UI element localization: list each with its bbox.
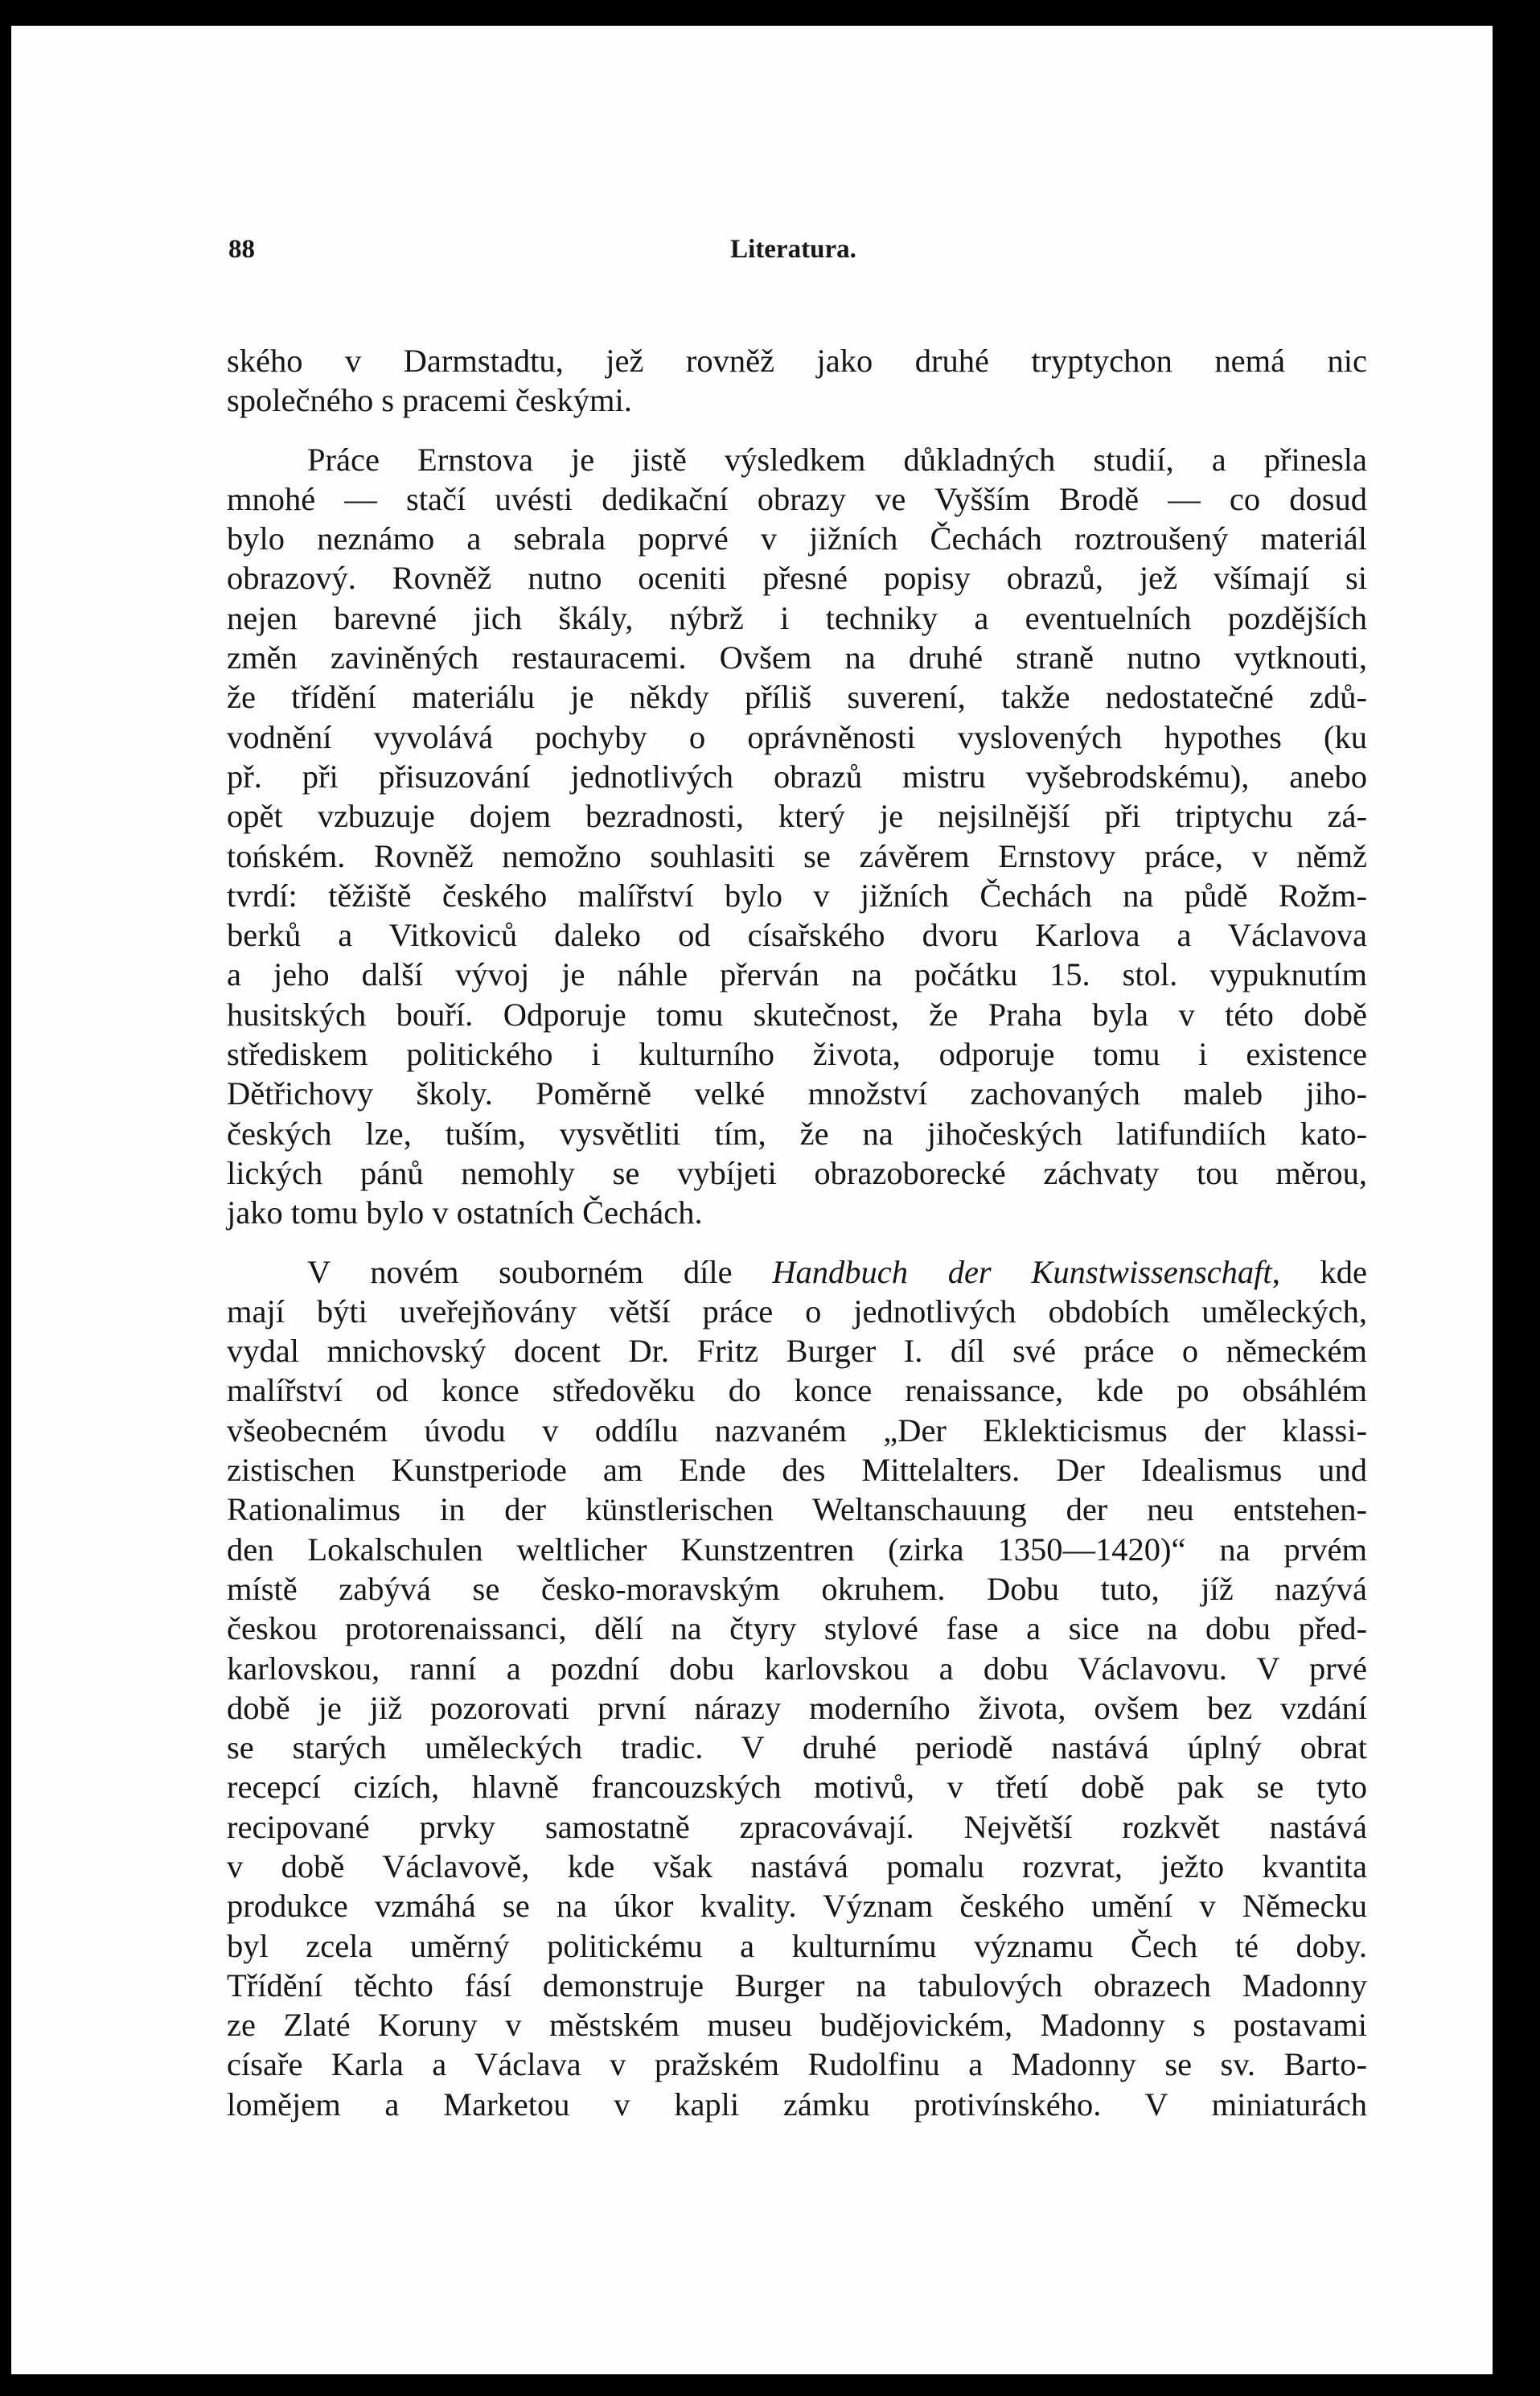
text-line: recepcí cizích, hlavně francouzských motivů, v třetí době pak se tyto <box>227 1769 1367 1806</box>
text-line: V novém souborném díle Handbuch der Kunstwissenschaft, kde <box>307 1253 1367 1290</box>
text-line: mají býti uveřejňovány větší práce o jednotlivých obdobích uměleckých, <box>227 1293 1367 1330</box>
text-line: recipované prvky samostatně zpracovávají. Největší rozkvět nastává <box>227 1808 1367 1845</box>
text-line: den Lokalschulen weltlicher Kunstzentren (zirka 1350—1420)“ na prvém <box>227 1531 1367 1568</box>
body-text <box>227 341 1367 2143</box>
text-line: místě zabývá se česko-moravským okruhem. Dobu tuto, jíž nazývá <box>227 1570 1367 1607</box>
text-line: střediskem politického i kulturního života, odporuje tomu i existence <box>227 1036 1367 1073</box>
text-line: společného s pracemi českými. <box>227 382 632 419</box>
text-line: že třídění materiálu je někdy příliš suverení, takže nedostatečné zdů- <box>227 679 1367 716</box>
text-line: v době Václavově, kde však nastává pomalu rozvrat, ježto kvantita <box>227 1847 1367 1884</box>
text-line: husitských bouří. Odporuje tomu skutečnost, že Praha byla v této době <box>227 996 1367 1033</box>
text-line: ze Zlaté Koruny v městském museu budějovickém, Madonny s postavami <box>227 2007 1367 2044</box>
text-line: českých lze, tuším, vysvětliti tím, že na jihočeských latifundiích kato- <box>227 1115 1367 1152</box>
text-line: lických pánů nemohly se vybíjeti obrazoborecké záchvaty tou měrou, <box>227 1154 1367 1191</box>
page-number: 88 <box>228 235 255 264</box>
text-line: vydal mnichovský docent Dr. Fritz Burger I. díl své práce o německém <box>227 1333 1367 1370</box>
paragraph <box>227 440 1367 1233</box>
text-line: všeobecném úvodu v oddílu nazvaném „Der Eklekticismus der klassi- <box>227 1412 1367 1449</box>
text-line: Rationalimus in der künstlerischen Weltanschauung der neu entstehen- <box>227 1491 1367 1528</box>
text-line: době je již pozorovati první nárazy moderního života, ovšem bez vzdání <box>227 1689 1367 1726</box>
text-line: berků a Vitkoviců daleko od císařského dvoru Karlova a Václavova <box>227 917 1367 954</box>
page <box>11 26 1493 2374</box>
text-line: Třídění těchto fásí demonstruje Burger na tabulových obrazech Madonny <box>227 1967 1367 2004</box>
text-line: produkce vzmáhá se na úkor kvality. Význam českého umění v Německu <box>227 1888 1367 1925</box>
text-line: lomějem a Marketou v kapli zámku protivínského. V miniaturách <box>227 2086 1367 2123</box>
text-line: vodnění vyvolává pochyby o oprávněnosti vyslovených hypothes (ku <box>227 718 1367 755</box>
text-line: karlovskou, ranní a pozdní dobu karlovskou a dobu Václavovu. V prvé <box>227 1650 1367 1687</box>
text-line: Dětřichovy školy. Poměrně velké množství zachovaných maleb jiho- <box>227 1075 1367 1112</box>
text-line: českou protorenaissanci, dělí na čtyry stylové fase a sice na dobu před- <box>227 1610 1367 1647</box>
text-line: tońském. Rovněž nemožno souhlasiti se závěrem Ernstovy práce, v němž <box>227 837 1367 874</box>
text-line: obrazový. Rovněž nutno oceniti přesné popisy obrazů, jež všímají si <box>227 560 1367 597</box>
text-line: změn zaviněných restauracemi. Ovšem na druhé straně nutno vytknouti, <box>227 639 1367 676</box>
text-line: tvrdí: těžiště českého malířství bylo v jižních Čechách na půdě Rožm- <box>227 877 1367 914</box>
text-line: zistischen Kunstperiode am Ende des Mittelalters. Der Idealismus und <box>227 1452 1367 1489</box>
text-line: nejen barevné jich škály, nýbrž i techniky a eventuelních pozdějších <box>227 599 1367 636</box>
text-line: jako tomu bylo v ostatních Čechách. <box>227 1194 703 1231</box>
text-line: Práce Ernstova je jistě výsledkem důkladných studií, a přinesla <box>307 441 1367 478</box>
text-line: se starých uměleckých tradic. V druhé periodě nastává úplný obrat <box>227 1729 1367 1766</box>
paragraph <box>227 1252 1367 2125</box>
text-line: a jeho další vývoj je náhle přerván na počátku 15. stol. vypuknutím <box>227 956 1367 993</box>
text-line: malířství od konce středověku do konce renaissance, kde po obsáhlém <box>227 1372 1367 1409</box>
text-line: byl zcela uměrný politickému a kulturnímu významu Čech té doby. <box>227 1927 1367 1964</box>
paragraph <box>227 341 1367 421</box>
text-line: opět vzbuzuje dojem bezradnosti, který je nejsilnější při triptychu zá- <box>227 798 1367 835</box>
page-header <box>220 235 1366 283</box>
text-line: př. při přisuzování jednotlivých obrazů mistru vyšebrodskému), anebo <box>227 758 1367 795</box>
text-line: mnohé — stačí uvésti dedikační obrazy ve Vyšším Brodě — co dosud <box>227 480 1367 517</box>
text-line: ského v Darmstadtu, jež rovněž jako druhé tryptychon nemá nic <box>227 343 1367 379</box>
book-title: Handbuch der Kunstwissenschaft <box>772 1253 1272 1290</box>
running-title: Literatura. <box>730 235 856 264</box>
text-line: bylo neznámo a sebrala poprvé v jižních Čechách roztroušený materiál <box>227 520 1367 557</box>
text-line: císaře Karla a Václava v pražském Rudolfinu a Madonny se sv. Barto- <box>227 2046 1367 2083</box>
